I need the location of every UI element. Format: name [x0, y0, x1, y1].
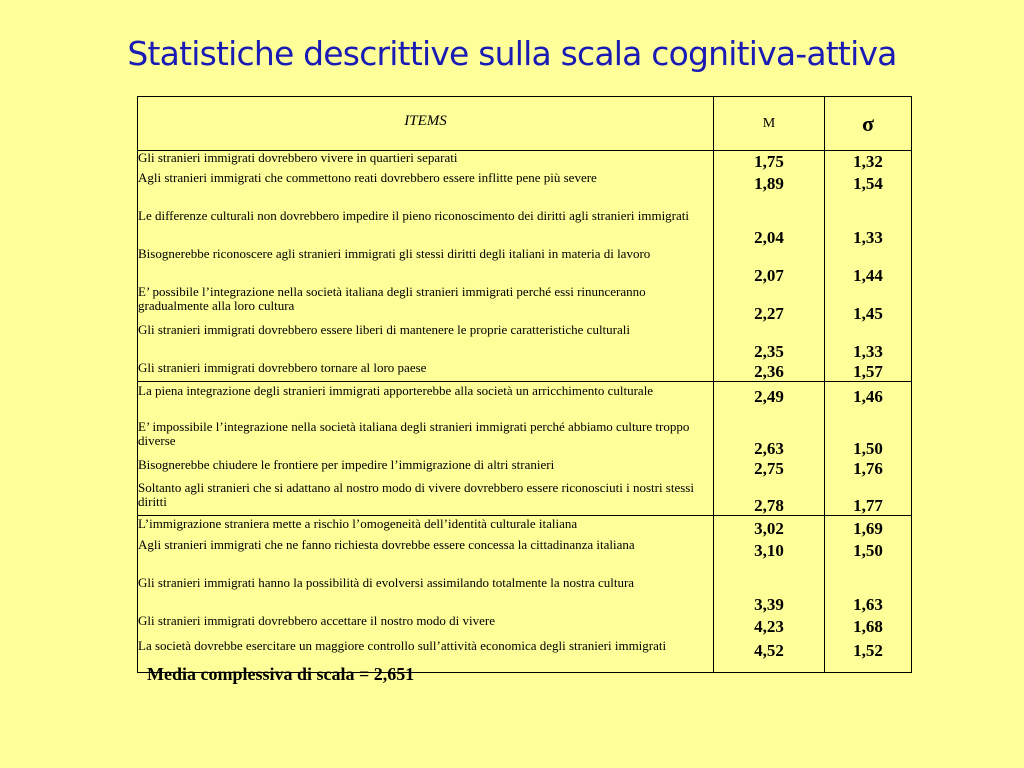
table-row	[138, 576, 912, 614]
statistics-table	[137, 96, 912, 673]
item-text: Soltanto agli stranieri che si adattano al nostro modo di vivere dovrebbero essere riconosciuti i nostri stessi diritti	[138, 478, 714, 516]
mean-value: 4,23	[714, 614, 825, 636]
header-mean: M	[714, 97, 825, 151]
table-row	[138, 151, 912, 171]
table-row	[138, 478, 912, 516]
item-text: Le differenze culturali non dovrebbero impedire il pieno riconoscimento dei diritti agli stranieri immigrati	[138, 209, 714, 247]
item-text: L’immigrazione straniera mette a rischio l’omogeneità dell’identità culturale italiana	[138, 516, 714, 538]
item-text: Bisognerebbe riconoscere agli stranieri immigrati gli stessi diritti degli italiani in materia di lavoro	[138, 247, 714, 285]
sigma-value: 1,77	[825, 478, 912, 516]
item-text: E’ possibile l’integrazione nella società italiana degli stranieri immigrati perché essi rinunceranno gradualmente alla loro cultura	[138, 285, 714, 323]
table-row	[138, 209, 912, 247]
table-header-row	[138, 97, 912, 151]
item-text: Gli stranieri immigrati dovrebbero tornare al loro paese	[138, 361, 714, 382]
mean-value: 2,49	[714, 382, 825, 420]
sigma-value: 1,46	[825, 382, 912, 420]
item-text: Bisognerebbe chiudere le frontiere per impedire l’immigrazione di altri stranieri	[138, 458, 714, 478]
sigma-value: 1,69	[825, 516, 912, 538]
table-row	[138, 614, 912, 636]
mean-value: 3,10	[714, 538, 825, 576]
table-row	[138, 458, 912, 478]
table-row	[138, 285, 912, 323]
item-text: Agli stranieri immigrati che commettono reati dovrebbero essere inflitte pene più severe	[138, 171, 714, 209]
table-row	[138, 323, 912, 361]
table-row	[138, 171, 912, 209]
sigma-value: 1,76	[825, 458, 912, 478]
header-sigma: σ	[825, 97, 912, 151]
table-row	[138, 420, 912, 458]
mean-value: 4,52	[714, 636, 825, 673]
mean-value: 2,78	[714, 478, 825, 516]
mean-value: 1,89	[714, 171, 825, 209]
sigma-value: 1,50	[825, 538, 912, 576]
mean-value: 3,02	[714, 516, 825, 538]
mean-value: 2,04	[714, 209, 825, 247]
mean-value: 2,35	[714, 323, 825, 361]
sigma-value: 1,57	[825, 361, 912, 382]
item-text: Gli stranieri immigrati dovrebbero essere liberi di mantenere le proprie caratteristiche culturali	[138, 323, 714, 361]
item-text: La piena integrazione degli stranieri immigrati apporterebbe alla società un arricchimento culturale	[138, 382, 714, 420]
sigma-value: 1,45	[825, 285, 912, 323]
table-row	[138, 382, 912, 420]
item-text: Gli stranieri immigrati dovrebbero vivere in quartieri separati	[138, 151, 714, 171]
sigma-value: 1,54	[825, 171, 912, 209]
mean-value: 2,07	[714, 247, 825, 285]
mean-value: 3,39	[714, 576, 825, 614]
sigma-value: 1,63	[825, 576, 912, 614]
mean-value: 2,63	[714, 420, 825, 458]
sigma-value: 1,50	[825, 420, 912, 458]
sigma-value: 1,32	[825, 151, 912, 171]
sigma-value: 1,33	[825, 209, 912, 247]
sigma-value: 1,68	[825, 614, 912, 636]
item-text: Gli stranieri immigrati dovrebbero accettare il nostro modo di vivere	[138, 614, 714, 636]
slide-title: Statistiche descrittive sulla scala cognitiva-attiva	[127, 34, 897, 73]
mean-value: 2,27	[714, 285, 825, 323]
mean-value: 1,75	[714, 151, 825, 171]
sigma-value: 1,44	[825, 247, 912, 285]
mean-value: 2,75	[714, 458, 825, 478]
item-text: Agli stranieri immigrati che ne fanno richiesta dovrebbe essere concessa la cittadinanza italiana	[138, 538, 714, 576]
header-items: ITEMS	[138, 97, 714, 151]
sigma-value: 1,52	[825, 636, 912, 673]
table-row	[138, 247, 912, 285]
scale-mean-summary: Media complessiva di scala = 2,651	[147, 664, 415, 684]
item-text: Gli stranieri immigrati hanno la possibilità di evolversi assimilando totalmente la nostra cultura	[138, 576, 714, 614]
item-text: E’ impossibile l’integrazione nella società italiana degli stranieri immigrati perché abbiamo culture troppo diverse	[138, 420, 714, 458]
table-row	[138, 361, 912, 382]
table-row	[138, 538, 912, 576]
table-row	[138, 516, 912, 538]
item-text: La società dovrebbe esercitare un maggiore controllo sull’attività economica degli stranieri immigrati	[138, 636, 714, 673]
sigma-value: 1,33	[825, 323, 912, 361]
mean-value: 2,36	[714, 361, 825, 382]
